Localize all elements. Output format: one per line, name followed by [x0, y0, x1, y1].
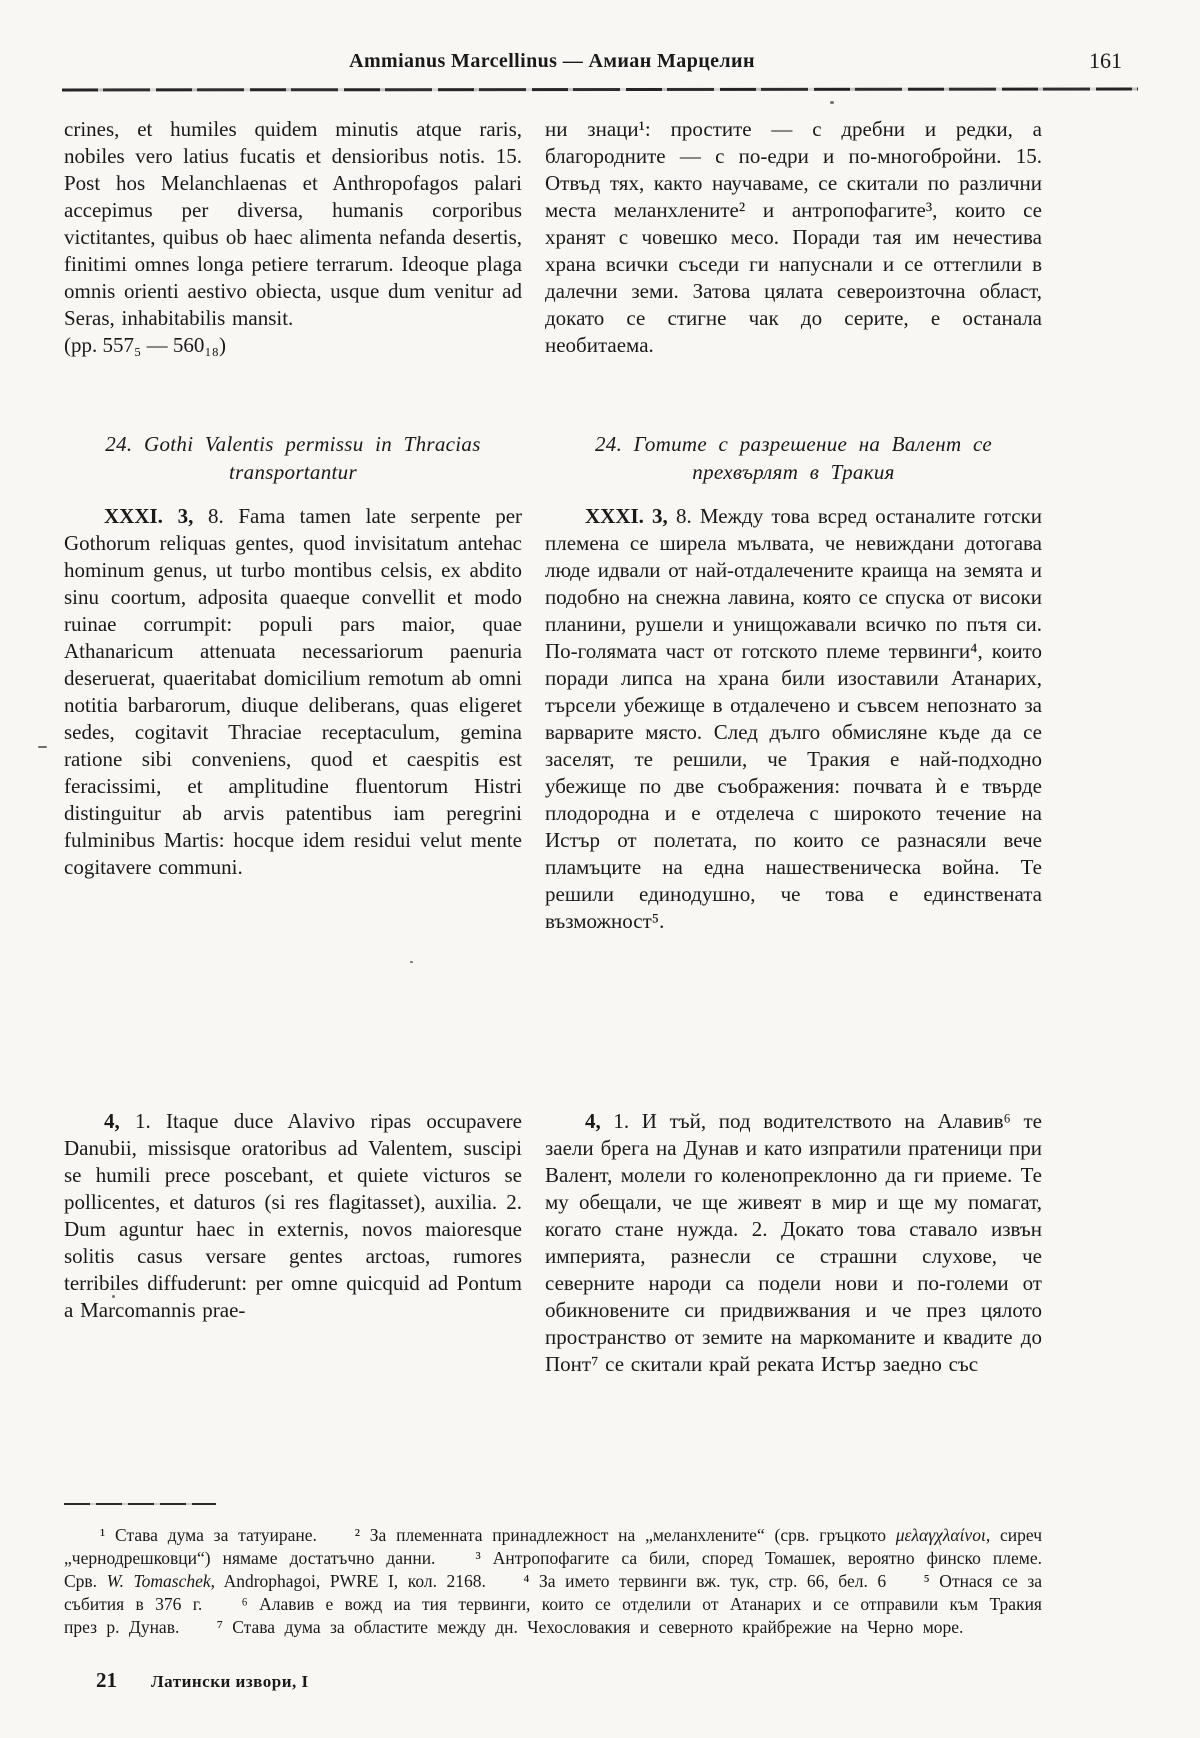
bulgarian-heading-line-1: 24. Готите с разрешение на Валент се	[594, 432, 992, 456]
footnote-3-text-end: , Androphagoi, PWRE I, кол. 2168.	[210, 1571, 486, 1591]
bulgarian-heading-line-2: прехвърлят в Тракия	[692, 460, 895, 484]
scan-speck	[112, 1295, 115, 1298]
bulgarian-4-1-text: 1. И тъй, под водителството на Алавив⁶ те заели брега на Дунав и като изпратили пратеници при Валент, молели го коленопреклонно да ги приеме. Те му обещали, че ще живеят в мир и ще му помагат, когато стане нужда. 2. Докато това ставало извън империята, разнесли се страшни слухове, че северните народи са подели нови и по-големи от обикновените си придвижвания и че през цялото пространство от земите на маркоманите и квадите до Понт⁷ се скитали край реката Истър заедно със	[545, 1109, 1042, 1376]
footnote-2-text: ² За племенната принадлежност на „меланхлените“ (срв. гръцкото	[354, 1525, 896, 1545]
footnote-separator-rule	[64, 1503, 216, 1505]
latin-4-1-paragraph	[64, 1108, 522, 1324]
bulgarian-xxxi-text: 8. Между това всред останалите готски племена се ширела мълвата, че невиждани дотогава люде идвали от най-отдалечените краища на земята и подобно на снежна лавина, която се спуска от високи планини, рушели и унищожавали всичко по пътя си. По-голямата част от готското племе тервинги⁴, които поради липса на храна били изоставили Атанарих, търсели убежище в отдалечено и съвсем непознато за варварите място. След дълго обмисляне къде да се заселят, те решили, че Тракия е най-подходно убежище по две съображения: почвата ѝ е твърде плодородна и е отделеча с широкото течение на Истър от полетата, по които се разнасяли вече пламъците на една нашественическа война. Те решили единодушно, че това е единствената възможност⁵.	[545, 504, 1043, 933]
footnote-4: ⁴ За името тервинги вж. тук, стр. 66, бел. 6	[523, 1571, 887, 1591]
latin-4-1-text: 1. Itaque duce Alavivo ripas occupavere Danubii, missisque oratoribus ad Valentem, suscipi se humili prece poscebant, et quiete victuros se pollicentes, et daturos (si res flagitasset), auxilia. 2. Dum aguntur haec in externis, novos maioresque solitis casus versare gentes arctoas, rumores terribiles diffuderunt: per omne quicquid ad Pontum a Marcomannis prae-	[64, 1109, 522, 1322]
pages-reference: (pp. 557₅ — 560₁₈)	[64, 333, 226, 357]
bulgarian-xxxi-paragraph	[545, 503, 1042, 935]
footnote-3-text: ³ Антропофагите са били, според Томашек, вероятно финско племе. Срв.	[64, 1548, 1042, 1591]
bulgarian-xxxi-number: XXXI. 3,	[585, 504, 668, 528]
bulgarian-4-1-number: 4,	[585, 1109, 601, 1133]
bulgarian-continuation-paragraph: ни знаци¹: простите — с дребни и редки, а благородните — с по-едри и по-многобройни. 15. Отвъд тях, както научаваме, се скитали по различни места меланхлените² и антропофагите³, които се хранят с човешко месо. Поради тая им нечестива храна всички съседи ги напуснали и се оттеглили в далечни земи. Затова цялата североизточна област, докато се стигне чак до серите, е останала необитаема.	[545, 117, 1042, 357]
scan-speck	[410, 961, 413, 963]
latin-section-heading	[64, 430, 522, 486]
latin-column-paragraph-xxxi	[64, 503, 522, 881]
bulgarian-column-paragraph-xxxi	[545, 503, 1042, 935]
running-header: Ammianus Marcellinus — Амиан Марцелин	[349, 50, 755, 72]
bulgarian-column-paragraph-1	[545, 116, 1042, 359]
footnote-3-author: W. Tomaschek	[106, 1571, 211, 1591]
scan-speck	[38, 746, 47, 748]
latin-xxxi-number: XXXI. 3,	[104, 504, 194, 528]
latin-column-paragraph-1	[64, 116, 522, 359]
latin-xxxi-paragraph	[64, 503, 522, 881]
footnote-1: ¹ Става дума за татуиране.	[100, 1525, 317, 1545]
signature-number: 21	[96, 1668, 117, 1692]
bulgarian-4-1-paragraph	[545, 1108, 1042, 1378]
latin-heading-line-1: 24. Gothi Valentis permissu in Thracias	[105, 432, 481, 456]
footnote-2-text-end: , сиреч „чернодрешковци“) нямаме достатъчно данни.	[64, 1525, 1043, 1568]
page-number: 161	[1089, 48, 1122, 73]
bulgarian-column-paragraph-4-1	[545, 1108, 1042, 1378]
footnotes-block	[64, 1524, 1042, 1639]
latin-continuation-paragraph: crines, et humiles quidem minutis atque raris, nobiles vero latius fucatis et densioribus notis. 15. Post hos Melanchlaenas et Anthropofagos palari accepimus per diversa, humanis corporibus victitantes, quibus ob haec alimenta nefanda desertis, finitimi omnes longa petiere terrarum. Ideoque plaga omnis orienti aestivo obiecta, usque dum venitur ad Seras, inhabitabilis mansit.	[64, 117, 522, 330]
latin-4-1-number: 4,	[104, 1109, 120, 1133]
latin-column-paragraph-4-1	[64, 1108, 522, 1324]
bulgarian-section-heading	[545, 430, 1042, 486]
latin-xxxi-text: 8. Fama tamen late serpente per Gothorum reliquas gentes, quod invisitatum antehac hominum genus, ut turbo montibus celsis, ex abdito sinu coortum, adposita quaeque convellit et modo ruinae corrumpit: populi pars maior, quae Athanaricum attenuata necessariorum paenuria deseruerat, quaeritabat domicilium remotum ab omni notitia barbarorum, diuque deliberans, quas eligeret sedes, cogitavit Thraciae receptaculum, gemina ratione sibi conveniens, quod et caespitis est feracissimi, et amplitudine fluentorum Histri distinguitur ab arvis patentibus iam peregrini fulminibus Martis: hocque idem residui velut mente cogitavere communi.	[64, 504, 523, 879]
footnote-6: ⁶ Алавив е вожд иа тия тервинги, които се отделили от Атанарих и се отправили към Тракия през р. Дунав.	[64, 1594, 1042, 1637]
latin-heading-line-2: transportantur	[229, 460, 357, 484]
scan-speck	[830, 101, 834, 104]
footnote-2-greek-term: μελαγχλαίνοι	[895, 1525, 986, 1545]
signature-line	[96, 1668, 309, 1693]
header-rule	[62, 88, 1138, 92]
footnote-7: ⁷ Става дума за областите между дн. Чехословакия и северното крайбрежие на Черно море.	[216, 1617, 964, 1637]
footnote-5: ⁵ Отнася се за събития в 376 г.	[64, 1571, 1043, 1614]
signature-title: Латински извори, I	[151, 1672, 309, 1691]
